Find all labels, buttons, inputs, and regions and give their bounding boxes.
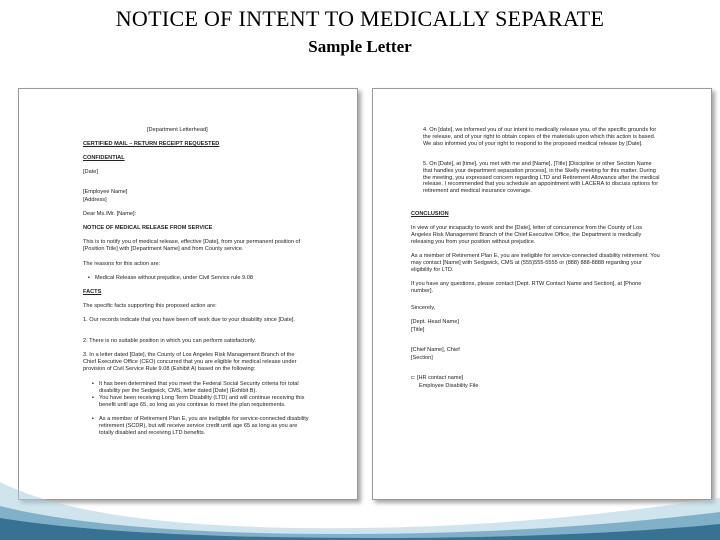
fact-3-subitem: ▪ You have been receiving Long Term Disability (LTD) and will continue receiving this benefit until age 65, so long as you continue to meet the plan requirements. bbox=[99, 395, 309, 409]
employee-address: [Address] bbox=[83, 197, 107, 203]
certified-mail-line: CERTIFIED MAIL – RETURN RECEIPT REQUESTED bbox=[83, 141, 220, 147]
employee-name: [Employee Name] bbox=[83, 189, 128, 195]
signature-section: [Section] bbox=[411, 355, 433, 361]
reasons-line: The reasons for this action are: bbox=[83, 261, 161, 267]
letter-date: [Date] bbox=[83, 169, 98, 175]
signature-name: [Chief Name], Chief bbox=[411, 347, 460, 353]
letter-page-1 bbox=[18, 88, 358, 500]
intro-paragraph: This is to notify you of medical release, effective [Date], from your permanent position of [Position Title] with [Department Name] and from County service. bbox=[83, 239, 301, 252]
ribbon-dark-band bbox=[0, 518, 720, 540]
letterhead: [Department Letterhead] bbox=[147, 127, 208, 133]
reason-item: ▪ Medical Release without prejudice, under Civil Service rule 9.08 bbox=[95, 275, 309, 282]
fact-3-subitem: ▪ As a member of Retirement Plan E, you are ineligible for service-connected disability retirement (SCDR), but will receive service credit until age 65 as long as you are totally disabled and receiving LTD benefits. bbox=[99, 416, 309, 436]
fact-3: 3. In a letter dated [Date], the County of Los Angeles Risk Management Branch of the Chief Executive Office (CEO) concurred that you are eligible for medical release under provision of Civil Service Rule 9.08 (Exhibit A) based on the following: bbox=[83, 352, 297, 372]
conclusion-heading: CONCLUSION bbox=[411, 211, 449, 217]
confidential-label: CONFIDENTIAL bbox=[83, 155, 125, 161]
closing: Sincerely, bbox=[411, 305, 436, 311]
item-4: 4. On [date], we informed you of our intent to medically release you, of the specific grounds for the release, and of your right to obtain copies of the materials upon which this action is based. We also informed you of your right to respond to the proposed medical release by [Date]. bbox=[423, 127, 657, 147]
signature-title: [Title] bbox=[411, 327, 425, 333]
page-subtitle: Sample Letter bbox=[308, 37, 412, 56]
signature-name: [Dept. Head Name] bbox=[411, 319, 459, 325]
item-5: 5. On [Date], at [time], you met with me and [Name], [Title] [Discipline or other Section Name that handles your department separation process], in the Skelly meeting for this matter. During the meeting, you expressed concern regarding LTD and Retirement Allowance after the medical release. I recommended that you schedule an appointment with LACERA to discuss options for retirement and medical insurance coverage. bbox=[423, 161, 660, 195]
fact-3-subitem: ▪ It has been determined that you meet the Federal Social Security criteria for total disability per the Sedgwick, CMS, letter dated [Date] (Exhibit B). bbox=[99, 381, 309, 395]
cc-line: Employee Disability File bbox=[419, 383, 479, 389]
salutation: Dear Ms./Mr. [Name]: bbox=[83, 211, 137, 217]
letter-page-2 bbox=[372, 88, 712, 500]
conclusion-paragraph: In view of your incapacity to work and the [Date], letter of concurrence from the County of Los Angeles Risk Management Branch of the Chief Executive Office, the Department is medically releasing you from your position without prejudice. bbox=[411, 225, 643, 245]
plan-paragraph: As a member of Retirement Plan E, you are ineligible for service-connected disability retirement. You may contact [Name] with Sedgwick, CMS at (555)555-5555 or (888) 888-8888 regarding your eligibility for LTD. bbox=[411, 253, 660, 273]
questions-paragraph: If you have any questions, please contact [Dept. RTW Contact Name and Section], at [Phone number]. bbox=[411, 281, 642, 294]
fact-1: 1. Our records indicate that you have been off work due to your disability since [Date]. bbox=[83, 317, 295, 323]
fact-2: 2. There is no suitable position in which you can perform satisfactorily. bbox=[83, 338, 256, 344]
cc-line: c: [HR contact name] bbox=[411, 375, 464, 381]
facts-intro: The specific facts supporting this proposed action are: bbox=[83, 303, 217, 309]
notice-heading: NOTICE OF MEDICAL RELEASE FROM SERVICE bbox=[83, 225, 213, 231]
ribbon-mid-band bbox=[0, 506, 720, 540]
facts-heading: FACTS bbox=[83, 289, 102, 295]
page-title: NOTICE OF INTENT TO MEDICALLY SEPARATE bbox=[115, 6, 605, 31]
